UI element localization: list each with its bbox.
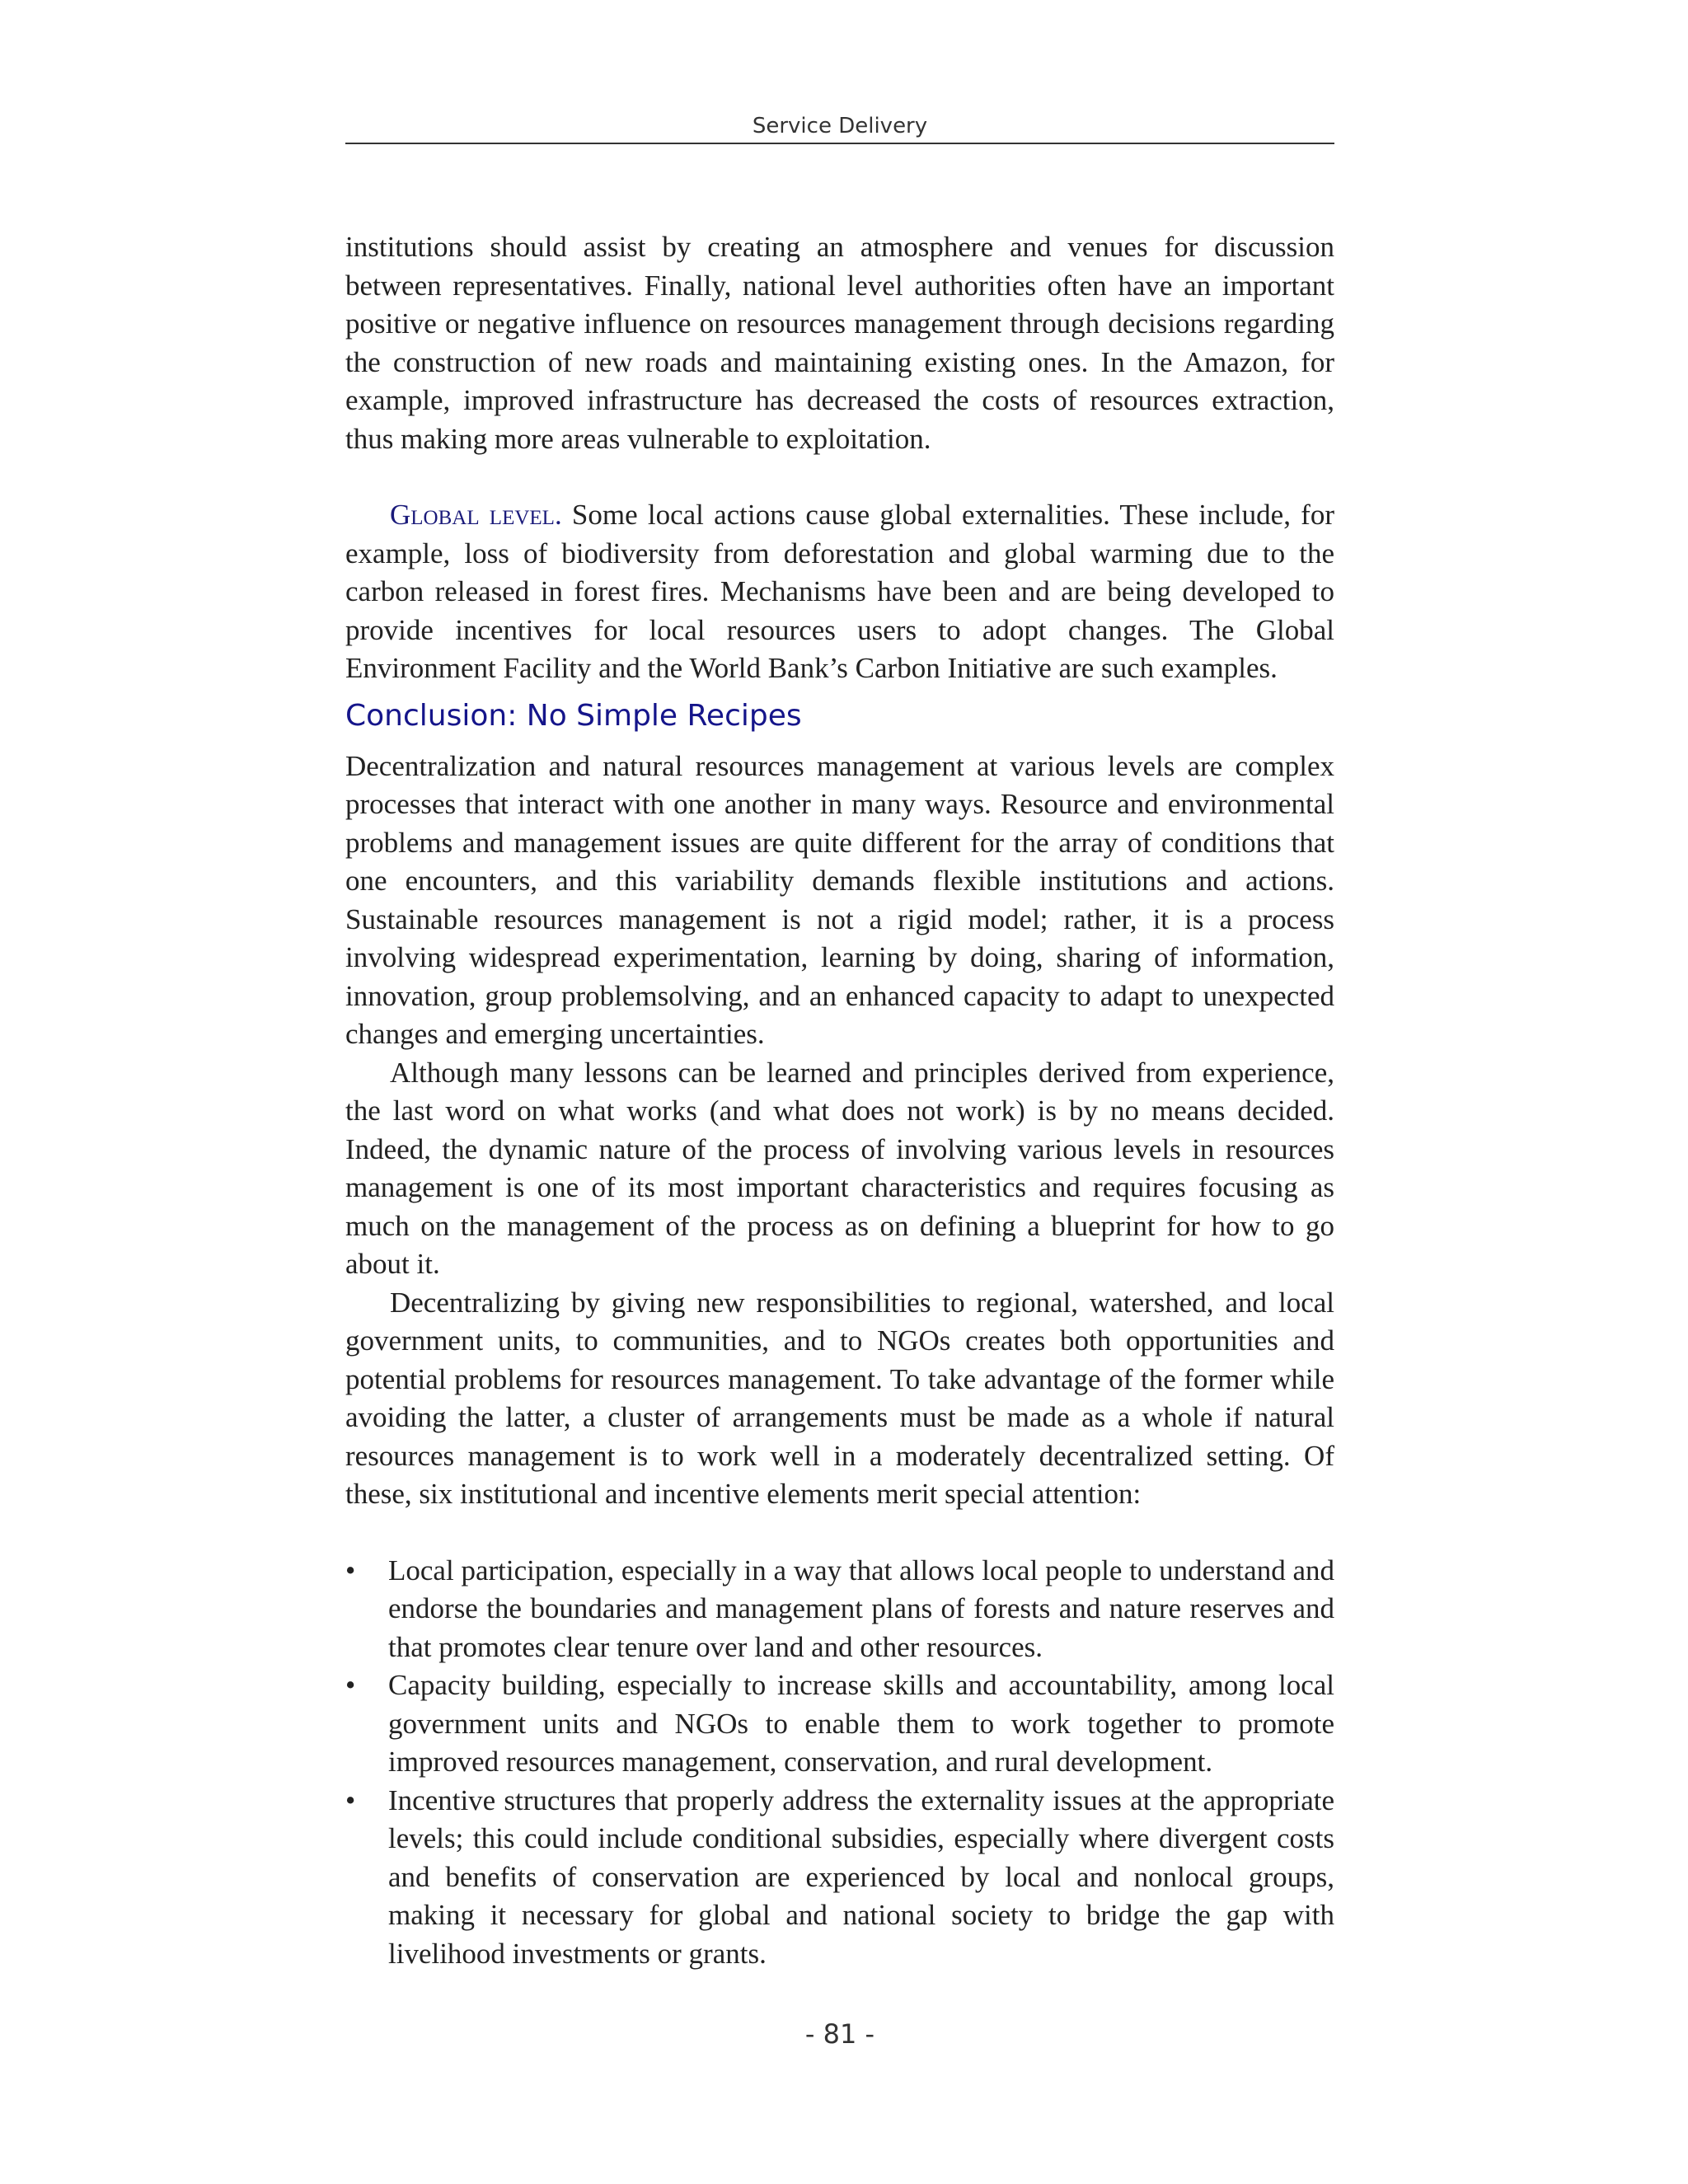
list-item-text: Incentive structures that properly address the externality issues at the appropriate levels; this could include conditional subsidies, especially where divergent costs and benefits of conservation are experienced by local and nonlocal groups, making it necessary for global and national society to bridge the gap with livelihood investments or grants. xyxy=(388,1783,1334,1970)
header-rule xyxy=(345,143,1334,144)
bullet-icon: • xyxy=(345,1669,356,1701)
paragraph-spacer xyxy=(345,458,1334,496)
list-item xyxy=(345,1552,1334,1667)
global-level-lead: Global level. xyxy=(390,499,562,531)
elements-list xyxy=(345,1552,1334,1974)
list-item-text: Local participation, especially in a way that allows local people to understand and endorse the boundaries and management plans of forests and nature reserves and that promotes clear tenure over land and other resources. xyxy=(388,1554,1334,1663)
list-item-text: Capacity building, especially to increase skills and accountability, among local government units and NGOs to enable them to work together to promote improved resources management, conservation, and rural development. xyxy=(388,1669,1334,1778)
running-head: Service Delivery xyxy=(752,114,928,138)
list-spacer xyxy=(345,1514,1334,1552)
page-number: - 81 - xyxy=(804,2018,875,2050)
list-item xyxy=(345,1666,1334,1782)
document-page xyxy=(345,0,1334,2184)
conclusion-heading: Conclusion: No Simple Recipes xyxy=(345,698,802,733)
paragraph-conclusion-2: Although many lessons can be learned and principles derived from experience, the last word on what works (and what does not work) is by no means decided. Indeed, the dynamic nature of the process of involving various levels in resources management is one of its most important characteristics and requires focusing as much on the management of the process as on defining a blueprint for how to go about it. xyxy=(345,1056,1334,1280)
paragraph-conclusion-3: Decentralizing by giving new responsibilities to regional, watershed, and local government units, to communities, and to NGOs creates both opportunities and potential problems for resources management. To take advantage of the former while avoiding the latter, a cluster of arrangements must be made as a whole if natural resources management is to work well in a moderately decentralized setting. Of these, six institutional and incentive elements merit special attention: xyxy=(345,1286,1334,1510)
paragraph-global-level xyxy=(345,496,1334,688)
body-text xyxy=(345,228,1334,1973)
paragraph-institutions: institutions should assist by creating an atmosphere and venues for discussion between representatives. Finally, national level authorities often have an important positive or negative influence on resources management through decisions regarding the construction of new roads and maintaining existing ones. In the Amazon, for example, improved infrastructure has decreased the costs of resources extraction, thus making more areas vulnerable to exploitation. xyxy=(345,231,1334,455)
bullet-icon: • xyxy=(345,1783,356,1816)
paragraph-conclusion-1: Decentralization and natural resources management at various levels are complex processes that interact with one another in many ways. Resource and environmental problems and management issues are quite different for the array of conditions that one encounters, and this variability demands flexible institutions and actions. Sustainable resources management is not a rigid model; rather, it is a process involving widespread experimentation, learning by doing, sharing of information, innovation, group problemsolving, and an enhanced capacity to adapt to unexpected changes and emerging uncertainties. xyxy=(345,749,1334,1050)
list-item xyxy=(345,1782,1334,1974)
global-level-text: Some local actions cause global externalities. These include, for example, loss of biodiversity from deforestation and global warming due to the carbon released in forest fires. Mechanisms have been and are being developed to provide incentives for local resources users to adopt changes. The Global Environment Facility and the World Bank’s Carbon Initiative are such examples. xyxy=(345,499,1334,684)
bullet-icon: • xyxy=(345,1554,356,1586)
